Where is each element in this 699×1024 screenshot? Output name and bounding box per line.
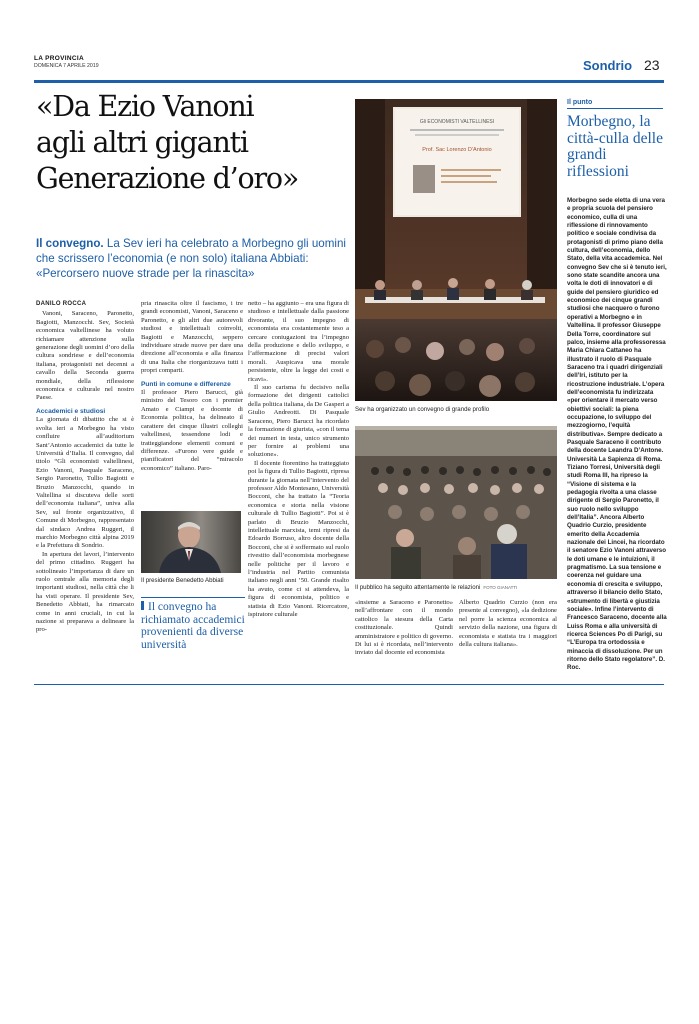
paragraph: «insieme a Saraceno e Paronetto» nell’affrontare con il mondo cattolico la stesura della Carta costituzionale. Quindi amministratore e politico di governo. Di lui si è ricordata, nell’intervento inviato dal docente ed economista xyxy=(355,599,453,657)
audience-photo xyxy=(355,426,557,579)
section-subhead: Punti in comune e differenze xyxy=(141,380,231,388)
byline: DANILO ROCCA xyxy=(36,301,87,307)
sidebar-text: Morbegno sede eletta di una vera e propria scuola del pensiero economico, culla di una riflessione di rinnovamento politico e sociale condivisa da protagonisti di primo piano della cultura, dell’economia, dello Stato, della vita accademica. Nel convegno Sev che si è tenuto ieri, sono state scandite ancora una volta le doti di innovatori e di guide del pensiero giuridico ed economico dei cinque grandi studiosi che nacquero o furono operativi a Morbegno e in Valtellina. Il professor Giuseppe Della Torre, coordinatore sul palco, insieme alla professoressa Maria Chiara Cattaneo ha illustrato il ruolo di Pasquale Saraceno tra i quadri dirigenziali dell’Iri, istituto per la ricostruzione industriale. L’opera dell’economista fu indirizzata «per orientare il mercato verso obiettivi sociali: la piena occupazione, lo sviluppo del mezzogiorno, l’equità distributiva». Sempre dedicato a Pasquale Saraceno il contributo della docente Leandra D’Antone. Università La Sapienza di Roma. Tiziano Torresi, Università degli studi Roma III, ha ripreso la “Visione di sistema e la pedagogia rivolta a una classe dirigente di Sergio Paronetto, il suo ruolo nello sviluppo dell’Italia”. Ancora Alberto Quadrio Curzio, presidente emerito della Accademia nazionale dei Lincei, ha ricordato il senatore Ezio Vanoni attraverso le doti umane e le intuizioni, il pragmatismo. La sua tensione e coerenza nel guidare una economia di crescita e sviluppo, attraverso il bilancio dello Stato, «strumento di libertà e giustizia sociale». Infine l’intervento di Francesco Saraceno, docente alla Luiss Roma e alla università di ricerca Sciences Po di Parigi, su “L’Europa tra ortodossia e minaccia di dissoluzione. Per un ritorno dello Stato regolatore”. D. Roc. xyxy=(567,197,667,672)
article-column-2 xyxy=(141,300,243,473)
photo-credit: FOTO GIANATTI xyxy=(483,585,518,590)
sidebar-label: Il punto xyxy=(567,99,593,106)
portrait-figure xyxy=(141,511,241,573)
main-photo-caption: Sev ha organizzato un convegno di grande profilo xyxy=(355,406,490,413)
conference-photo xyxy=(355,99,557,401)
subhead-text: La Sev ieri ha celebrato a Morbegno gli uomini che scrissero l’economia (e non solo) italiana Abbiati: «Percorsero nuove strade per la rinascita» xyxy=(36,237,346,280)
paragraph: Il docente fiorentino ha tratteggiato poi la figura di Tullio Bagiotti, ripresa durante la giornata nell’intervento del professor Aldo Montesano, Università Bocconi, che ha trattato la “Teoria economica e storia nella visione culturale di Tullio Bagiotti”. Poi si è parlato di Bruzio Manzocchi, intellettuale marxista, temi ripresi da Edoardo Borruso, altro docente della Bocconi, che si è soffermato sul ruolo rivestito dall’economista morbegnese nelle politiche per il lavoro e l’industria nel Partito comunista italiano negli anni ’50. Grande risalto ha avuto, come ci si attendeva, la figura di economista, politico e statista di Ezio Vanoni. Ricercatore, ispiratore culturale xyxy=(248,459,349,619)
subheadline xyxy=(36,236,352,281)
paragraph: Vanoni, Saraceno, Paronetto, Bagiotti, Manzocchi. Sev, Società economica valtellinese ha voluto richiamare attenzione sulla generazione degli uomini d’oro della cultura sondriese e dell’economia italiana, protagonisti nei decenni a cavallo della Seconda guerra mondiale, della riflessione economica e culturale nel nostro Paese. xyxy=(36,310,134,402)
headline xyxy=(36,89,352,197)
article-column-3 xyxy=(248,300,349,619)
conference-scene xyxy=(355,99,557,401)
newspaper-name: LA PROVINCIA xyxy=(34,55,84,62)
paragraph: pria rinascita oltre il fascismo, i tre grandi economisti, Vanoni, Saraceno e Paronetto, e gli altri due autorevoli studiosi e intellettuali coinvolti, Bagiotti e Manzocchi, seppero individuare strade nuove per dare una direzione all’economia e alla finanza di una Italia che riorganizzava tutti i propri comparti. xyxy=(141,300,243,375)
paragraph: netto – ha aggiunto – era una figura di studioso e intellettuale dalla passione divorante, il suo impegno di economista era costantemente teso a cercare coniugazioni tra l’impegno della produzione e dello sviluppo, e l’affermazione di precisi valori morali. Auspicava una morale persistente, oltre la legge dei costi e ricavi». xyxy=(248,300,349,383)
pullquote-marker xyxy=(141,601,144,610)
article-column-1 xyxy=(36,300,134,635)
paragraph: In apertura dei lavori, l’intervento del primo cittadino. Ruggeri ha sottolineato l’importanza di dare un ruolo centrale alla memoria degli importanti studiosi, nella città che li ha visti operare. Il presidente Sev, Benedetto Abbiati, ha rimarcato come in anni cruciali, in cui la nazione si preparava a delineare la pro- xyxy=(36,550,134,634)
paragraph: Alberto Quadrio Curzio (non era presente al convegno), «la dedizione nel porre la scienza economica al servizio della nazione, una figura di economista e statista tra i maggiori della cultura italiana». xyxy=(459,599,557,649)
article-column-5 xyxy=(459,599,557,649)
caption-text: Il pubblico ha seguito attentamente le relazioni xyxy=(355,584,481,591)
audience-scene xyxy=(355,426,557,579)
slide-speaker: Prof. Sac Lorenzo D’Antonio xyxy=(422,147,492,153)
headline-line: Generazione d’oro» xyxy=(36,162,299,195)
bottom-rule xyxy=(34,684,664,685)
pull-quote xyxy=(141,597,245,651)
article-column-4 xyxy=(355,599,453,658)
top-rule xyxy=(34,80,664,83)
sidebar-body xyxy=(567,197,667,673)
section-subhead: Accademici e studiosi xyxy=(36,407,106,415)
sidebar-rule xyxy=(567,108,663,109)
headline-line: «Da Ezio Vanoni xyxy=(36,90,254,123)
slide-title: Gli ECONOMISTI VALTELLINESI xyxy=(419,119,495,125)
page-number: 23 xyxy=(644,57,660,73)
subhead-kicker: Il convegno. xyxy=(36,237,104,250)
portrait-photo xyxy=(141,511,241,573)
second-photo-caption xyxy=(355,584,517,591)
pullquote-text: Il convegno ha richiamato accademici provenienti da diverse università xyxy=(141,601,245,651)
paragraph: Il suo carisma fu decisivo nella formazione dei dirigenti cattolici della politica italiana, da De Gasperi a Giulio Andreotti. Di Pasquale Saraceno, Piero Barucci ha ricordato la formazione di giurista, «con il tema dei numeri in testa, unico strumento per fornire ai problemi una soluzione». xyxy=(248,384,349,459)
portrait-caption: Il presidente Benedetto Abbiati xyxy=(141,577,224,584)
headline-line: agli altri giganti xyxy=(36,126,248,159)
paragraph: La giornata di dibattito che si è svolta ieri a Morbegno ha visto confluire all’auditorium Sant’Antonio accademici da tutte le Università d’Italia. Il convegno, dal titolo “Gli economisti valtellinesi, Ezio Vanoni, Pasquale Saraceno, Sergio Paronetto, Tullio Bagiotti e Bruzio Manzocchi, quando in Valtellina si discuteva delle sorti dell’economia italiana”, univa alla Sev, sul fronte organizzativo, il Comune di Morbegno, rappresentato dal sindaco Andrea Ruggeri, il marchio Morbegno città alpina 2019 e la Prefettura di Sondrio. xyxy=(36,416,134,550)
sidebar-title: Morbegno, la città-culla delle grandi riflessioni xyxy=(567,113,663,180)
issue-date: DOMENICA 7 APRILE 2019 xyxy=(34,63,99,69)
section-name: Sondrio xyxy=(583,58,633,73)
paragraph: Il professor Piero Barucci, già ministro del Tesoro con i premier Amato e Ciampi e docente di Economia politica, ha delineato il carattere dei cinque illustri colleghi valtellinesi, tessendone lodi e tratteggiandone elementi comuni e differenze. «Furono vere guide e pianificatori del “miracolo economico” italiano. Paro- xyxy=(141,389,243,472)
